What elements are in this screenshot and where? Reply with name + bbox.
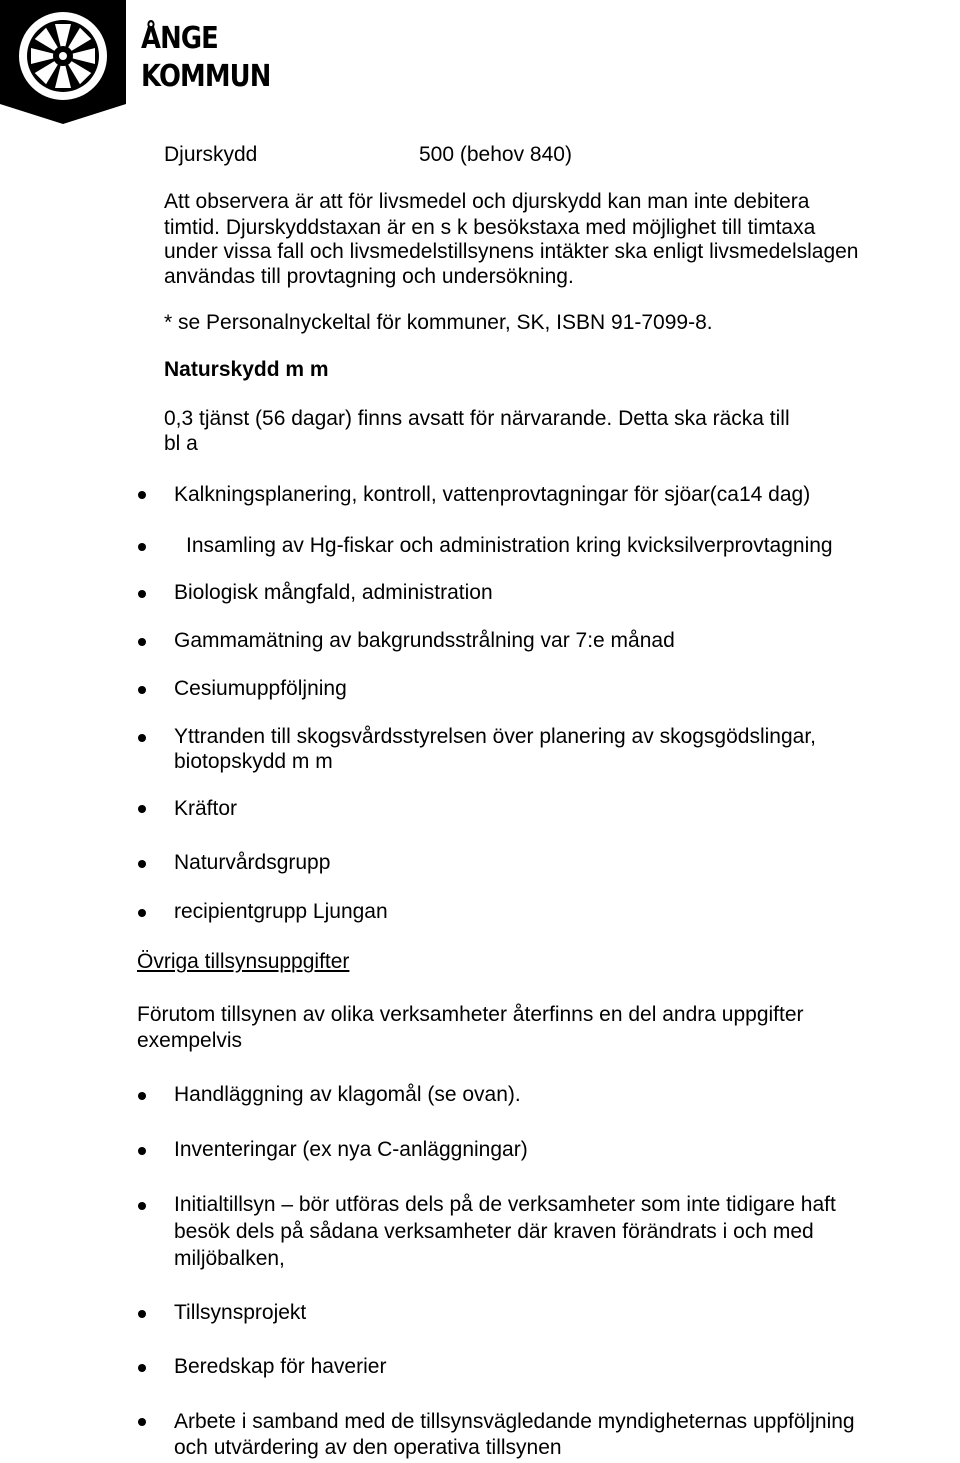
list-item: Arbete i samband med de tillsynsvägledande myndigheternas uppföljning	[174, 1410, 855, 1433]
bullet-icon	[138, 860, 146, 868]
bullet-icon	[138, 1092, 146, 1100]
bullet-icon	[138, 1202, 146, 1210]
list-item: Beredskap för haverier	[174, 1355, 387, 1378]
footnote: * se Personalnyckeltal för kommuner, SK, ISBN 91-7099-8.	[164, 311, 713, 334]
bullet-icon	[138, 805, 146, 813]
list-item: Yttranden till skogsvårdsstyrelsen över planering av skogsgödslingar,	[174, 725, 817, 748]
list-item: Insamling av Hg-fiskar och administration kring kvicksilverprovtagning	[186, 534, 833, 557]
bullet-icon	[138, 686, 146, 694]
list-item: Biologisk mångfald, administration	[174, 581, 493, 604]
djurskydd-value: 500 (behov 840)	[419, 143, 572, 166]
paragraph-line: användas till provtagning och undersökning.	[164, 265, 574, 288]
naturskydd-intro-line: bl a	[164, 432, 198, 455]
list-item: Kräftor	[174, 797, 238, 820]
bullet-icon	[138, 590, 146, 598]
list-item: Gammamätning av bakgrundsstrålning var 7:e månad	[174, 629, 675, 652]
logo-text	[141, 20, 270, 96]
bullet-icon	[138, 1364, 146, 1372]
naturskydd-intro-line: 0,3 tjänst (56 dagar) finns avsatt för närvarande. Detta ska räcka till	[164, 407, 790, 430]
paragraph-line: Att observera är att för livsmedel och djurskydd kan man inte debitera	[164, 190, 810, 213]
bullet-icon	[138, 909, 146, 917]
paragraph-line: under vissa fall och livsmedelstillsynens intäkter ska enligt livsmedelslagen	[164, 240, 859, 263]
bullet-icon	[138, 491, 146, 499]
list-item: Naturvårdsgrupp	[174, 851, 331, 874]
bullet-icon	[138, 638, 146, 646]
paragraph-line: timtid. Djurskyddstaxan är en s k besökstaxa med möjlighet till timtaxa	[164, 216, 816, 239]
bullet-icon	[138, 1310, 146, 1318]
list-item: Initialtillsyn – bör utföras dels på de verksamheter som inte tidigare haft	[174, 1193, 836, 1216]
section-heading-ovriga: Övriga tillsynsuppgifter	[137, 950, 350, 973]
ovriga-intro-line: Förutom tillsynen av olika verksamheter återfinns en del andra uppgifter	[137, 1003, 804, 1026]
bullet-icon	[138, 734, 146, 742]
logo-line-2: KOMMUN	[141, 59, 271, 94]
section-heading-naturskydd: Naturskydd m m	[164, 358, 329, 381]
logo-line-1: ÅNGE	[141, 21, 218, 56]
list-item-continuation: besök dels på sådana verksamheter där kraven förändrats i och med	[174, 1220, 814, 1243]
wheel-emblem-icon	[0, 0, 132, 131]
list-item: recipientgrupp Ljungan	[174, 900, 388, 923]
bullet-icon	[138, 1147, 146, 1155]
list-item-continuation: miljöbalken,	[174, 1247, 285, 1270]
bullet-icon	[138, 543, 146, 551]
djurskydd-label: Djurskydd	[164, 143, 258, 166]
list-item: Tillsynsprojekt	[174, 1301, 307, 1324]
list-item-continuation: och utvärdering av den operativa tillsynen	[174, 1436, 562, 1459]
list-item: Inventeringar (ex nya C-anläggningar)	[174, 1138, 528, 1161]
list-item: Handläggning av klagomål (se ovan).	[174, 1083, 521, 1106]
list-item: Cesiumuppföljning	[174, 677, 347, 700]
list-item-continuation: biotopskydd m m	[174, 750, 333, 773]
list-item: Kalkningsplanering, kontroll, vattenprovtagningar för sjöar(ca14 dag)	[174, 483, 811, 506]
bullet-icon	[138, 1418, 146, 1426]
ovriga-intro-line: exempelvis	[137, 1029, 243, 1052]
